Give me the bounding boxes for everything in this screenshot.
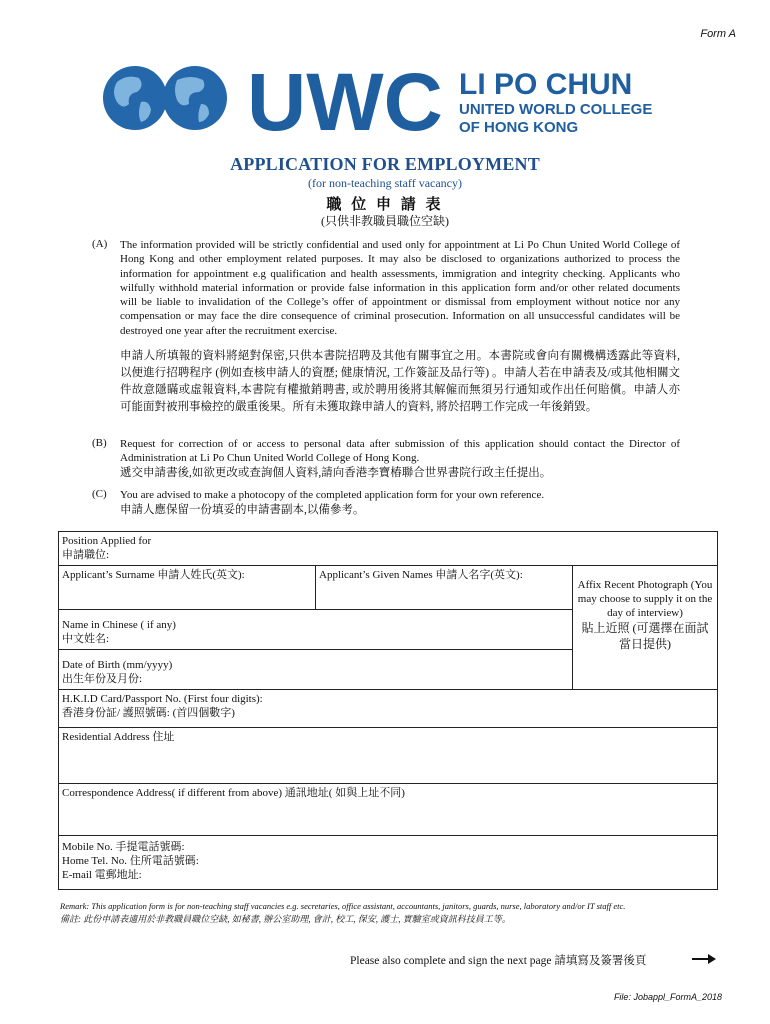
mobile-label: Mobile No. 手提電話號碼: <box>62 841 185 853</box>
section-a-marker: (A) <box>92 238 108 250</box>
chinese-name-field[interactable] <box>59 610 573 650</box>
section-b-text-chinese: 遞交申請書後,如欲更改或查詢個人資料,請向香港李寶椿聯合世界書院行政主任提出。 <box>120 467 552 479</box>
page-subtitle-chinese: (只供非教職員職位空缺) <box>321 214 449 228</box>
form-code: Form A <box>700 28 736 40</box>
logo-line-3: OF HONG KONG <box>459 119 579 136</box>
remark-text: Remark: This application form is for non-teaching staff vacancies e.g. secretaries, office assistant, accountants, janitors, guards, nurse, laboratory and/or IT staff etc. <box>60 901 626 911</box>
photo-instructions: Affix Recent Photograph (You may choose to supply it on the day of interview) <box>577 579 713 619</box>
dob-field[interactable] <box>59 650 573 690</box>
dob-label: Date of Birth (mm/yyyy) <box>62 659 173 671</box>
position-field[interactable] <box>59 532 718 566</box>
logo-line-1: LI PO CHUN <box>459 68 633 101</box>
next-page-note: Please also complete and sign the next page 請填寫及簽署後頁 <box>350 955 647 967</box>
photo-box[interactable] <box>573 566 718 690</box>
residential-address-label: Residential Address 住址 <box>62 731 175 743</box>
section-c-text-chinese: 申請人應保留一份填妥的申請書副本,以備參考。 <box>120 504 365 516</box>
chinese-name-label: Name in Chinese ( if any) <box>62 619 176 631</box>
chinese-name-label-chinese: 中文姓名: <box>62 633 110 645</box>
photo-instructions-chinese: 貼上近照 (可選擇在面試當日提供) <box>581 621 709 651</box>
page-subtitle: (for non-teaching staff vacancy) <box>307 176 463 190</box>
section-a-text: The information provided will be strictly confidential and used only for appointment at Li Po Chun United World College of Hong Kong and other employment related purposes. It may also be disclosed to organizations authorized to process the information for appointment e.g qualification and health assessments, immigration and integrity checking. Applicants who wilfully withhold material information or provide false information in this application form and/or other related documents will be liable to invalidation of the College’s offer of appointment or dismissal from employment without notice nor any compensation or may face the dire consequence of criminal prosecution. Information on all unsuccessful candidates will be destroyed one year after the recruitment exercise. <box>120 239 680 337</box>
hkid-label-chinese: 香港身份証/ 護照號碼: (首四個數字) <box>62 707 235 719</box>
section-c-text: You are advised to make a photocopy of the completed application form for your own reference. <box>120 489 545 501</box>
hkid-label: H.K.I.D Card/Passport No. (First four digits): <box>62 693 263 705</box>
correspondence-address-field[interactable] <box>59 784 718 836</box>
remark-text-chinese: 備註: 此份申請表適用於非教職員職位空缺, 如秘書, 辦公室助理, 會計, 校工, 保安, 護士, 實驗室或資訊科技員工等。 <box>60 914 511 924</box>
position-label: Position Applied for <box>62 535 152 547</box>
page-title: APPLICATION FOR EMPLOYMENT <box>230 154 540 174</box>
surname-label: Applicant’s Surname 申請人姓氏(英文): <box>62 569 245 581</box>
uwc-logo <box>97 62 667 142</box>
position-label-chinese: 申請職位: <box>62 549 110 561</box>
hkid-field[interactable] <box>59 690 718 728</box>
given-names-field[interactable] <box>316 566 573 610</box>
arrow-right-icon <box>692 954 716 964</box>
section-c-marker: (C) <box>92 488 107 500</box>
home-tel-label: Home Tel. No. 住所電話號碼: <box>62 855 199 867</box>
residential-address-field[interactable] <box>59 728 718 784</box>
page-title-chinese: 職 位 申 請 表 <box>326 197 444 213</box>
contact-field[interactable] <box>59 836 718 890</box>
globe-icon <box>103 66 167 130</box>
logo-line-2: UNITED WORLD COLLEGE <box>459 101 653 118</box>
dob-label-chinese: 出生年份及月份: <box>62 673 143 685</box>
file-code: File: Jobappl_FormA_2018 <box>613 992 722 1002</box>
given-names-label: Applicant’s Given Names 申請人名字(英文): <box>319 569 523 581</box>
section-b-text: Request for correction of or access to personal data after submission of this application should contact the Director of Administration at Li Po Chun United World College of Hong Kong. <box>120 438 680 465</box>
correspondence-address-label: Correspondence Address( if different from above) 通訊地址( 如與上址不同) <box>62 787 405 799</box>
uwc-wordmark: UWC <box>247 62 443 142</box>
section-a-text-chinese: 申請人所填報的資料將絕對保密,只供本書院招聘及其他有關事宜之用。本書院或會向有關機構透露此等資料, 以便進行招聘程序 (例如查核申請人的資歷; 健康情況, 工作簽証及品行等) 。申請人若在申請表及/或其他相關文件故意隱瞞或虛報資料,本書院有權撤銷聘書, 或於聘用後將其解僱而無須另行通知或作出任何賠償。申請人亦可能面對被刑事檢控的嚴重後果。所有未獲取錄申請人的資料, 將於招聘工作完成一年後銷毀。 <box>120 350 680 413</box>
globe-icon <box>163 66 227 130</box>
email-label: E-mail 電郵地址: <box>62 869 142 881</box>
section-b-marker: (B) <box>92 437 107 449</box>
surname-field[interactable] <box>59 566 316 610</box>
application-form-table <box>58 531 718 890</box>
